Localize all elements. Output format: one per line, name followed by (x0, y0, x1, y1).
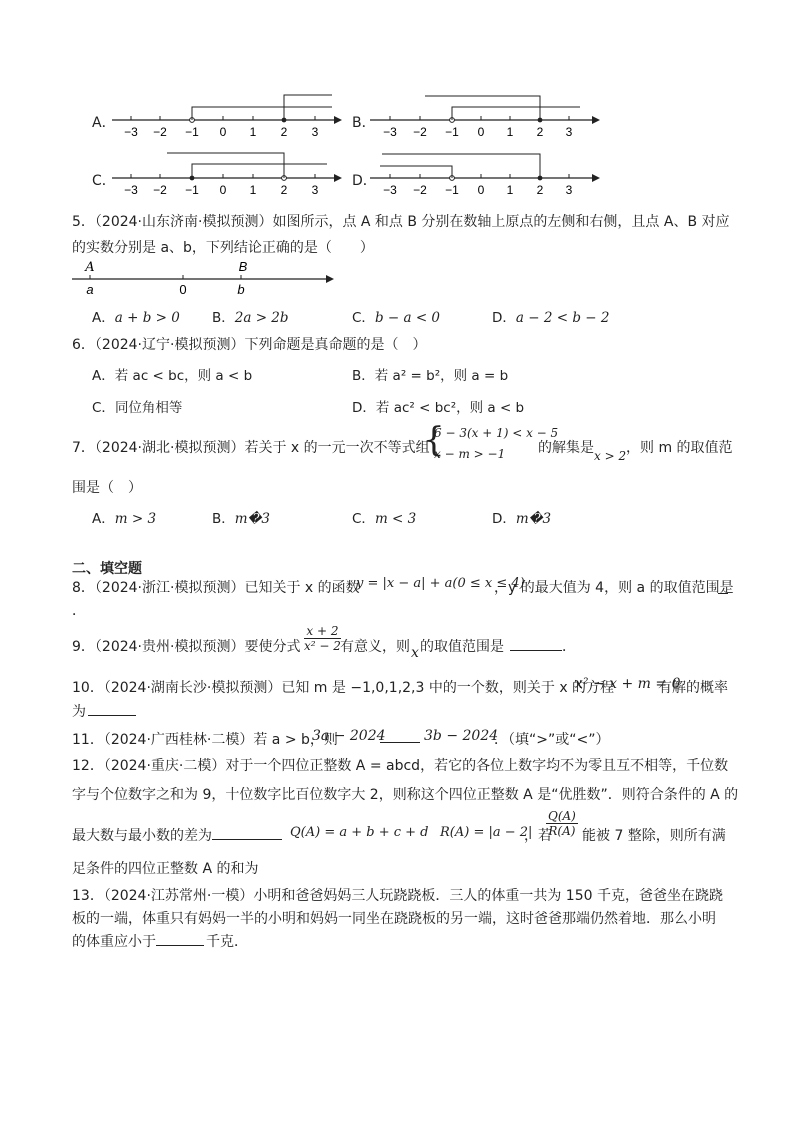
option-d[interactable]: D．a − 2 < b − 2 (492, 310, 610, 326)
question-source: （2024·山东济南·模拟预测） (94, 214, 273, 230)
option-b[interactable]: B．2a > 2b (212, 310, 289, 326)
question-text: 已知 m 是 −1,0,1,2,3 中的一个数，则关于 x 的方程 (281, 680, 615, 696)
question-text: 若关于 x 的一元一次不等式组 (244, 440, 430, 456)
q5-number-line (72, 258, 334, 298)
question-source: （2024·湖北·模拟预测） (94, 440, 245, 456)
question-text: 有解的概率 (658, 680, 728, 696)
svg-text:−1: −1 (445, 125, 459, 139)
question-text-line2: 围是（ ） (72, 480, 142, 496)
tick-label: −3 (124, 125, 138, 139)
numberline-d (370, 150, 600, 210)
question-text-line3: 的体重应小于 (72, 934, 156, 950)
fraction-denominator: x² − 2 (304, 639, 341, 653)
question-number: 12． (72, 758, 104, 774)
question-source: （2024·江苏常州·一模） (103, 888, 254, 904)
question-text: 下列命题是真命题的是（ ） (244, 337, 427, 353)
numberline-option-d-label[interactable]: D． (352, 173, 377, 189)
svg-text:−1: −1 (185, 183, 199, 197)
question-end: ． (562, 639, 576, 655)
tick-label: 0 (219, 125, 227, 139)
numberline-b (370, 92, 600, 152)
numberline-a (112, 92, 342, 152)
question-text: ．（填“>”或“<”） (494, 732, 610, 748)
left-expression: 3a − 2024 (312, 728, 386, 744)
system-line-2: x − m > −1 (434, 447, 506, 461)
svg-text:0: 0 (219, 183, 227, 197)
question-number: 5． (72, 214, 95, 230)
question-source: （2024·浙江·模拟预测） (94, 580, 245, 596)
svg-text:1: 1 (249, 183, 257, 197)
value-b-label: b (237, 282, 245, 297)
question-text: ，y 的最大值为 4，则 a 的取值范围是 (494, 580, 734, 596)
question-number: 10． (72, 680, 104, 696)
system-line-1: 6 − 3(x + 1) < x − 5 (434, 426, 559, 440)
answer-blank[interactable] (380, 728, 420, 743)
origin-label: 0 (179, 282, 187, 297)
point-a-label: A (85, 260, 95, 275)
solution-set: x > 2 (594, 449, 627, 463)
option-a[interactable]: A．m > 3 (92, 511, 157, 527)
svg-text:3: 3 (565, 125, 573, 139)
question-text: 的解集是 (538, 440, 594, 456)
question-text: 有意义，则 (340, 639, 410, 655)
equation: x² − x + m = 0 (575, 676, 681, 692)
question-text-line3: 最大数与最小数的差为 (72, 828, 212, 844)
svg-text:−3: −3 (383, 183, 397, 197)
question-number: 6． (72, 337, 95, 353)
section-title: 二、填空题 (72, 561, 142, 577)
question-text-line2: 为 (72, 704, 86, 720)
svg-text:0: 0 (477, 125, 485, 139)
question-text-line2: ． (72, 603, 86, 619)
svg-text:3: 3 (311, 183, 319, 197)
question-source: （2024·广西桂林·二模） (103, 732, 254, 748)
option-d[interactable]: D．若 ac² < bc²，则 a < b (352, 400, 525, 416)
fraction (302, 624, 343, 653)
fraction (546, 809, 578, 838)
ray-neg1 (192, 107, 332, 120)
ray-2-left (425, 96, 540, 120)
tick-label: −2 (153, 125, 167, 139)
svg-text:−2: −2 (413, 125, 427, 139)
svg-text:−3: −3 (124, 183, 138, 197)
question-number: 9． (72, 639, 95, 655)
question-text-line2: 板的一端，体重只有妈妈一半的小明和妈妈一同坐在跷跷板的另一端，这时爸爸那端仍然着地．那么小明 (72, 911, 716, 927)
question-text: 已知关于 x 的函数 (244, 580, 360, 596)
tick-label: −1 (185, 125, 199, 139)
question-source: （2024·贵州·模拟预测） (94, 639, 245, 655)
ray-neg1 (452, 107, 580, 120)
svg-text:2: 2 (536, 183, 544, 197)
svg-text:1: 1 (506, 125, 514, 139)
tick-label: 3 (311, 125, 319, 139)
svg-text:−3: −3 (383, 125, 397, 139)
ray-neg1 (192, 164, 327, 178)
question-text: 要使分式 (244, 639, 301, 655)
option-b[interactable]: B．若 a² = b²，则 a = b (352, 368, 509, 384)
option-a[interactable]: A．a + b > 0 (92, 310, 180, 326)
fraction-numerator: Q(A) (548, 809, 576, 823)
question-text: 能被 7 整除，则所有满 (582, 828, 726, 844)
question-text: 若 a > b，则 (253, 732, 338, 748)
option-c[interactable]: C．同位角相等 (92, 400, 183, 416)
numberline-option-c-label[interactable]: C． (92, 173, 116, 189)
question-text-line2: 字与个位数字之和为 9，十位数字比百位数字大 2，则称这个四位正整数 A 是“优胜数”．则符合条件的 A 的 (72, 787, 739, 803)
r-formula: R(A) = |a − 2| (440, 825, 533, 840)
value-a-label: a (86, 282, 94, 297)
svg-text:−2: −2 (413, 183, 427, 197)
question-text-line4: 足条件的四位正整数 A 的和为 (72, 861, 259, 877)
question-text: 的取值范围是 (420, 639, 504, 655)
question-text: 小明和爸爸妈妈三人玩跷跷板．三人的体重一共为 150 千克，爸爸坐在跷跷 (253, 888, 723, 904)
fraction-numerator: x + 2 (306, 624, 339, 638)
answer-blank[interactable] (156, 931, 204, 946)
svg-text:−2: −2 (153, 183, 167, 197)
answer-blank[interactable] (88, 701, 136, 716)
question-text-line2: 的实数分别是 a、b，下列结论正确的是（ ） (72, 240, 374, 256)
q-formula: Q(A) = a + b + c + d (290, 825, 429, 840)
svg-text:2: 2 (536, 125, 544, 139)
question-text: 千克． (206, 934, 248, 950)
option-c[interactable]: C．b − a < 0 (352, 310, 441, 326)
answer-blank-1[interactable] (212, 825, 282, 840)
question-number: 11． (72, 732, 104, 748)
svg-text:1: 1 (506, 183, 514, 197)
question-text: ，若 (524, 828, 552, 844)
function-formula: y = |x − a| + a(0 ≤ x ≤ 4) (356, 576, 525, 591)
tick-label: 2 (280, 125, 288, 139)
question-source: （2024·重庆·二模） (103, 758, 226, 774)
svg-text:0: 0 (477, 183, 485, 197)
ray-neg1-left (380, 166, 452, 178)
numberline-option-a-label[interactable]: A． (92, 115, 116, 131)
question-source: （2024·湖南长沙·模拟预测） (103, 680, 282, 696)
svg-text:−1: −1 (445, 183, 459, 197)
axis-arrow (334, 116, 342, 124)
option-a[interactable]: A．若 ac < bc，则 a < b (92, 368, 253, 384)
option-b[interactable]: B．m�3 (212, 511, 270, 527)
answer-blank[interactable] (510, 636, 562, 651)
question-number: 7． (72, 440, 95, 456)
question-number: 13． (72, 888, 104, 904)
variable-x: x (411, 645, 419, 661)
fraction-denominator: R(A) (548, 824, 576, 838)
question-text: 如图所示，点 A 和点 B 分别在数轴上原点的左侧和右侧，且点 A、B 对应 (272, 214, 730, 230)
right-expression: 3b − 2024 (424, 728, 499, 744)
question-number: 8． (72, 580, 95, 596)
tick-label: 1 (249, 125, 257, 139)
system-brace: { (423, 420, 445, 460)
numberline-option-b-label[interactable]: B． (352, 115, 376, 131)
svg-text:2: 2 (280, 183, 288, 197)
point-b-label: B (238, 259, 248, 274)
numberline-c (112, 150, 342, 210)
option-c[interactable]: C．m < 3 (352, 511, 417, 527)
question-text: ，则 m 的取值范 (626, 440, 733, 456)
question-source: （2024·辽宁·模拟预测） (94, 337, 245, 353)
svg-text:3: 3 (565, 183, 573, 197)
answer-blank[interactable] (718, 579, 728, 594)
option-d[interactable]: D．m�3 (492, 511, 552, 527)
question-text: 对于一个四位正整数 A = abcd，若它的各位上数字均不为零且互不相等，千位数 (225, 758, 729, 774)
ray-2-left (167, 153, 284, 178)
